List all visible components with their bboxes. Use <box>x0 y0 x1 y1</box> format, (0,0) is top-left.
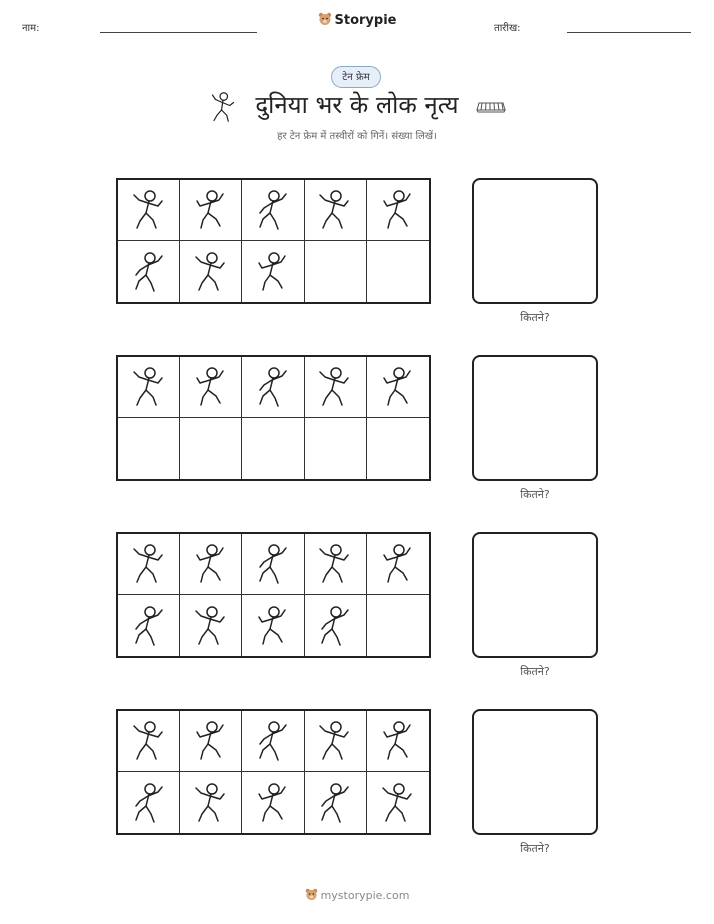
bear-logo-icon <box>305 888 318 901</box>
ten-frame-cell <box>118 357 180 418</box>
dancer-icon <box>315 365 355 409</box>
ten-frame-cell <box>305 534 367 595</box>
answer-label-1: कितने? <box>520 311 550 324</box>
dancer-icon <box>315 719 355 763</box>
dancer-icon <box>378 542 418 586</box>
ten-frame-cell <box>180 711 242 772</box>
brand-name: Storypie <box>334 13 397 28</box>
dancer-icon <box>253 781 293 825</box>
ten-frame-1 <box>116 178 431 304</box>
answer-box-2[interactable] <box>472 355 598 481</box>
dancer-icon <box>191 365 231 409</box>
dancer-icon <box>315 604 355 648</box>
ten-frame-cell <box>305 241 367 302</box>
brand-logo <box>0 12 714 28</box>
date-line[interactable] <box>567 32 691 33</box>
ten-frame-cell <box>242 418 304 479</box>
ten-frame-cell <box>367 534 429 595</box>
dancer-icon <box>191 250 231 294</box>
dancer-icon <box>129 604 169 648</box>
dancer-icon <box>378 365 418 409</box>
dancer-icon <box>129 781 169 825</box>
ten-frame-cell <box>305 711 367 772</box>
ten-frame-cell <box>118 534 180 595</box>
dancer-icon <box>253 542 293 586</box>
instructions: हर टेन फ्रेम में तस्वीरों को गिनें। संख्या लिखें। <box>277 131 437 142</box>
ten-frame-cell <box>180 534 242 595</box>
dancer-icon <box>315 781 355 825</box>
answer-box-1[interactable] <box>472 178 598 304</box>
dancer-icon <box>191 542 231 586</box>
answer-label-2: कितने? <box>520 488 550 501</box>
answer-box-3[interactable] <box>472 532 598 658</box>
dancer-icon <box>253 365 293 409</box>
ten-frame-cell <box>180 595 242 656</box>
ten-frame-cell <box>367 418 429 479</box>
dancer-icon <box>191 781 231 825</box>
ten-frame-cell <box>367 711 429 772</box>
drum-icon <box>476 98 506 114</box>
dancer-icon <box>129 365 169 409</box>
ten-frame-cell <box>242 241 304 302</box>
dancer-icon <box>378 188 418 232</box>
dancer-icon <box>315 188 355 232</box>
ten-frame-cell <box>180 357 242 418</box>
ten-frame-cell <box>242 180 304 241</box>
page-title: दुनिया भर के लोक नृत्य <box>255 91 459 119</box>
dancer-icon <box>315 542 355 586</box>
dancer-icon <box>253 719 293 763</box>
dancer-icon <box>253 188 293 232</box>
answer-label-4: कितने? <box>520 842 550 855</box>
ten-frame-cell <box>305 595 367 656</box>
ten-frame-cell <box>242 357 304 418</box>
dancer-icon <box>191 719 231 763</box>
ten-frame-cell <box>242 711 304 772</box>
bear-logo-icon <box>318 12 332 26</box>
ten-frame-cell <box>305 180 367 241</box>
ten-frame-cell <box>367 772 429 833</box>
dancer-icon <box>129 188 169 232</box>
ten-frame-cell <box>242 772 304 833</box>
ten-frame-cell <box>367 595 429 656</box>
ten-frame-cell <box>180 418 242 479</box>
dancer-icon <box>253 250 293 294</box>
ten-frame-cell <box>118 595 180 656</box>
footer-url: mystorypie.com <box>320 889 410 902</box>
dancer-icon <box>378 719 418 763</box>
ten-frame-cell <box>180 772 242 833</box>
ten-frame-cell <box>367 357 429 418</box>
worksheet-type-badge: टेन फ्रेम <box>331 66 381 88</box>
dancer-icon <box>129 719 169 763</box>
dancer-icon <box>378 781 418 825</box>
date-label: तारीख: <box>494 23 521 34</box>
ten-frame-cell <box>242 595 304 656</box>
name-label: नाम: <box>22 23 40 34</box>
ten-frame-cell <box>180 180 242 241</box>
ten-frame-cell <box>367 241 429 302</box>
ten-frame-3 <box>116 532 431 658</box>
ten-frame-cell <box>118 772 180 833</box>
ten-frame-cell <box>242 534 304 595</box>
ten-frame-cell <box>367 180 429 241</box>
footer <box>0 888 714 902</box>
ten-frame-cell <box>180 241 242 302</box>
dancer-icon <box>129 250 169 294</box>
ten-frame-cell <box>118 180 180 241</box>
ten-frame-cell <box>305 418 367 479</box>
ten-frame-cell <box>305 357 367 418</box>
dancer-icon <box>129 542 169 586</box>
dancer-icon <box>253 604 293 648</box>
ten-frame-cell <box>118 711 180 772</box>
ten-frame-cell <box>118 418 180 479</box>
ten-frame-4 <box>116 709 431 835</box>
dancer-icon <box>191 604 231 648</box>
answer-label-3: कितने? <box>520 665 550 678</box>
ten-frame-2 <box>116 355 431 481</box>
name-line[interactable] <box>100 32 257 33</box>
ten-frame-cell <box>305 772 367 833</box>
dancer-icon <box>191 188 231 232</box>
answer-box-4[interactable] <box>472 709 598 835</box>
ten-frame-cell <box>118 241 180 302</box>
